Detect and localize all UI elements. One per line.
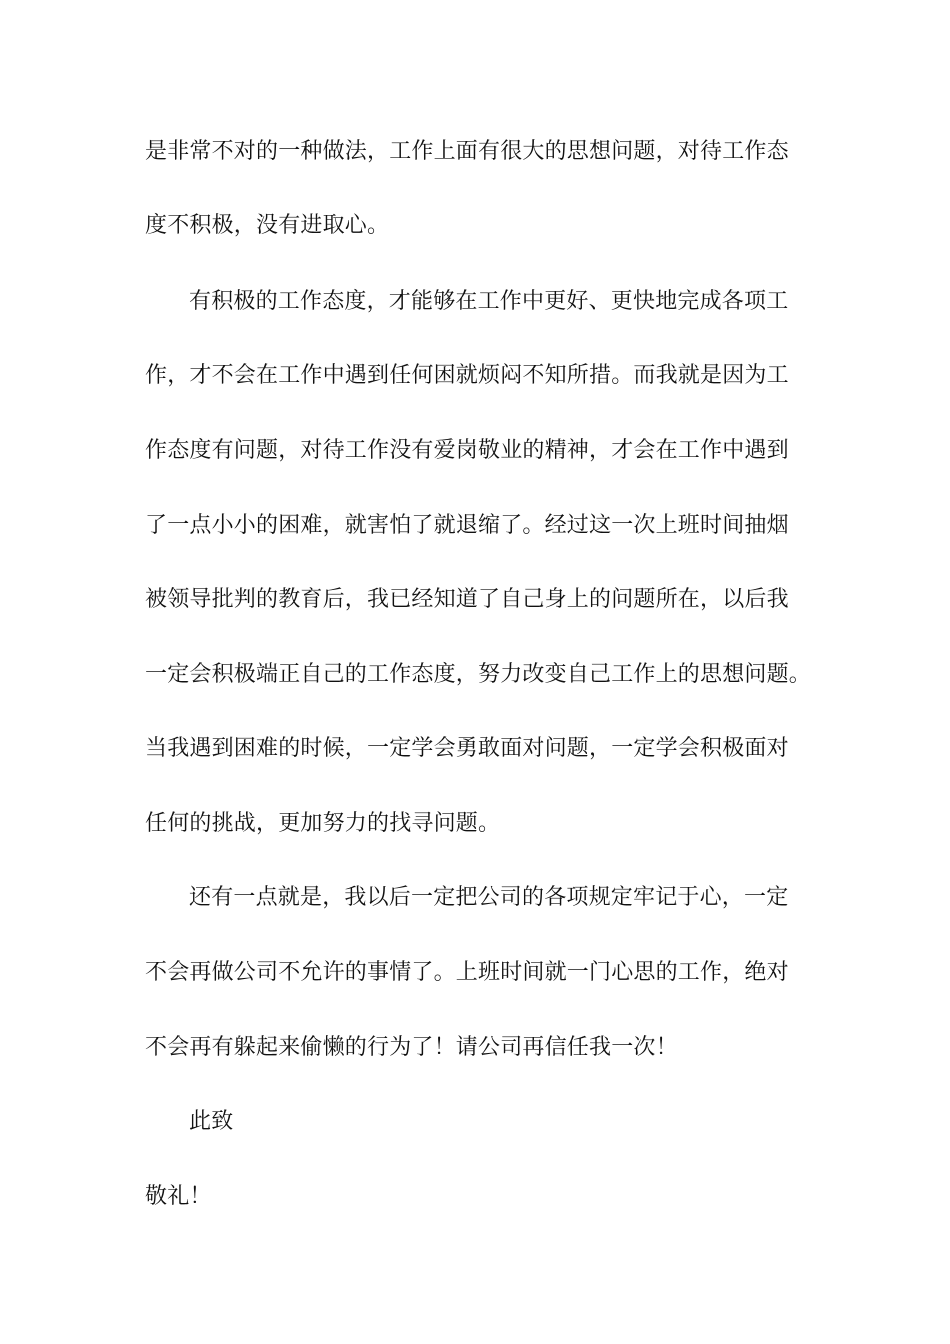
text-line: 不会再做公司不允许的事情了。上班时间就一门心思的工作，绝对 <box>145 960 789 985</box>
paragraph-start-line: 还有一点就是，我以后一定把公司的各项规定牢记于心，一定 <box>189 885 789 910</box>
paragraph-start-line: 有积极的工作态度，才能够在工作中更好、更快地完成各项工 <box>189 289 789 314</box>
text-line: 不会再有躲起来偷懒的行为了！请公司再信任我一次！ <box>145 1035 678 1060</box>
text-line: 一定会积极端正自己的工作态度，努力改变自己工作上的思想问题。 <box>145 662 812 687</box>
salutation: 敬礼！ <box>145 1184 212 1209</box>
text-line: 当我遇到困难的时候，一定学会勇敢面对问题，一定学会积极面对 <box>145 736 789 761</box>
text-line: 度不积极，没有进取心。 <box>145 213 390 238</box>
text-line: 被领导批判的教育后，我已经知道了自己身上的问题所在，以后我 <box>145 587 789 612</box>
closing-phrase: 此致 <box>189 1109 234 1134</box>
text-line: 作态度有问题，对待工作没有爱岗敬业的精神，才会在工作中遇到 <box>145 438 789 463</box>
text-line: 是非常不对的一种做法，工作上面有很大的思想问题，对待工作态 <box>145 139 789 164</box>
text-line: 了一点小小的困难，就害怕了就退缩了。经过这一次上班时间抽烟 <box>145 513 789 538</box>
text-line: 任何的挑战，更加努力的找寻问题。 <box>145 811 501 836</box>
text-line: 作，才不会在工作中遇到任何困就烦闷不知所措。而我就是因为工 <box>145 363 789 388</box>
